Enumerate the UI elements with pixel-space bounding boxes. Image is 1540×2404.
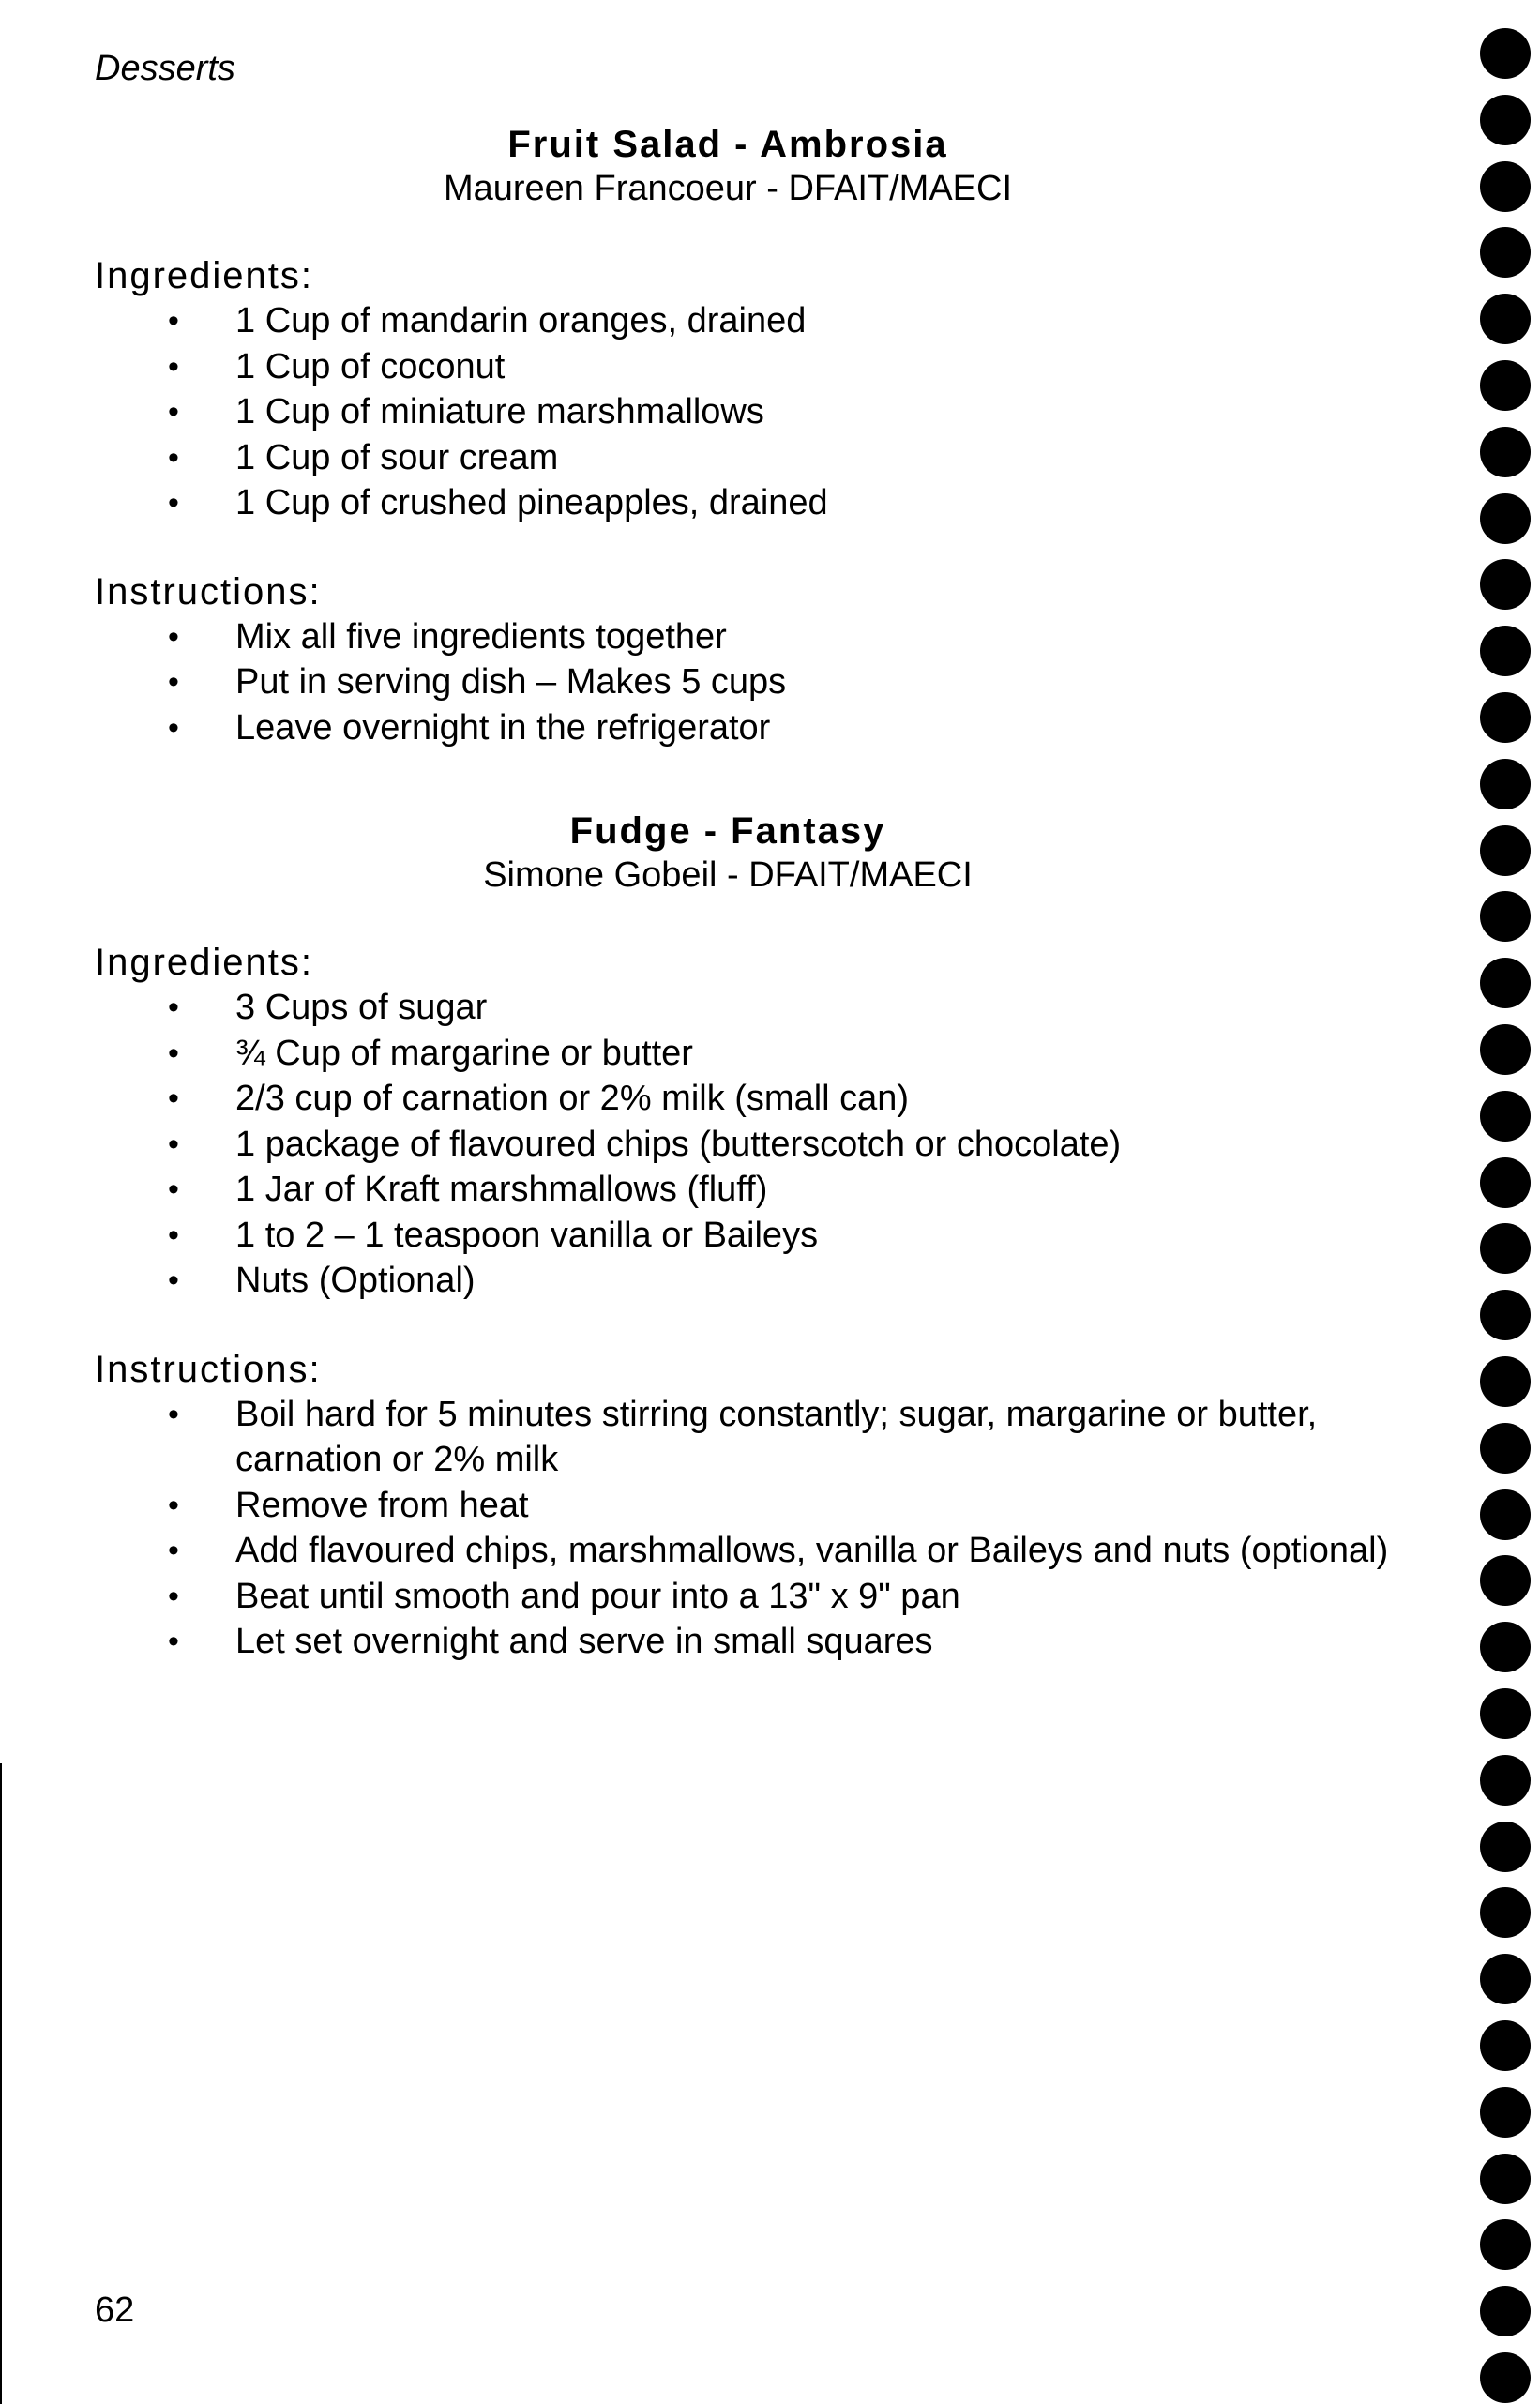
list-item [95,985,1398,1031]
recipe-title: Fudge - Fantasy [569,810,886,852]
bullet-icon: • [168,348,179,385]
ingredients-list [95,985,1333,1304]
bullet-icon: • [168,394,179,430]
list-item [95,1167,1398,1213]
list-item [95,1258,1398,1304]
binding-hole [1480,1356,1531,1407]
bullet-icon: • [168,1262,179,1298]
binding-hole [1480,161,1531,212]
bullet-icon: • [168,485,179,521]
binding-hole [1480,1091,1531,1142]
list-item [95,1392,1398,1483]
list-item [95,298,1398,344]
list-item [95,435,1398,481]
binding-hole [1480,759,1531,809]
spiral-binding [1480,19,1536,2401]
bullet-icon: • [168,1533,179,1568]
instructions-list [95,614,1333,751]
list-item [95,659,1398,705]
page-number: 62 [95,2291,135,2330]
binding-hole [1480,559,1531,610]
binding-hole [1480,427,1531,477]
binding-hole [1480,825,1531,876]
binding-hole [1480,2020,1531,2071]
recipe-author: Maureen Francoeur - DFAIT/MAECI [443,169,1013,208]
list-item [95,389,1398,435]
binding-hole [1480,1622,1531,1672]
binding-hole [1480,28,1531,79]
recipe-fudge [95,809,1389,1665]
binding-hole [1480,958,1531,1008]
ingredient-text: 3 Cups of sugar [235,988,488,1027]
list-item [95,1213,1398,1259]
instructions-list [95,1392,1389,1665]
instruction-text: Boil hard for 5 minutes stirring constantly; sugar, margarine or butter, carnation or 2% milk [235,1394,1318,1479]
instruction-text: Remove from heat [235,1485,529,1525]
bullet-icon: • [168,303,179,339]
binding-hole [1480,2219,1531,2270]
bullet-icon: • [168,1624,179,1659]
binding-hole [1480,1489,1531,1540]
bullet-icon: • [168,1217,179,1253]
binding-hole [1480,2286,1531,2336]
recipe-author: Simone Gobeil - DFAIT/MAECI [483,855,973,895]
bullet-icon: • [168,1487,179,1523]
binding-hole [1480,493,1531,544]
binding-hole [1480,95,1531,145]
ingredients-heading: Ingredients: [95,255,314,296]
scan-edge-line [0,1763,2,2404]
binding-hole [1480,1290,1531,1340]
ingredient-text: ¾ Cup of margarine or butter [235,1033,693,1073]
list-item [95,344,1398,390]
list-item [95,480,1398,526]
binding-hole [1480,1954,1531,2004]
list-item [95,1574,1398,1620]
ingredient-text: Nuts (Optional) [235,1261,476,1300]
list-item [95,1619,1398,1665]
binding-hole [1480,1555,1531,1606]
bullet-icon: • [168,1172,179,1207]
ingredient-text: 1 Cup of coconut [235,346,506,386]
bullet-icon: • [168,1081,179,1116]
binding-hole [1480,360,1531,411]
list-item [95,705,1398,751]
binding-hole [1480,294,1531,344]
instruction-text: Let set overnight and serve in small squares [235,1622,933,1661]
binding-hole [1480,1688,1531,1739]
section-header: Desserts [95,49,235,88]
binding-hole [1480,891,1531,942]
instruction-text: Add flavoured chips, marshmallows, vanilla or Baileys and nuts (optional) [235,1531,1389,1570]
binding-hole [1480,227,1531,278]
binding-hole [1480,1223,1531,1274]
ingredients-heading: Ingredients: [95,942,314,983]
bullet-icon: • [168,1396,179,1432]
binding-hole [1480,1755,1531,1806]
list-item [95,1076,1398,1122]
recipe-fruit-salad [95,122,1333,750]
binding-hole [1480,1024,1531,1075]
binding-hole [1480,626,1531,676]
ingredient-text: 2/3 cup of carnation or 2% milk (small can) [235,1079,910,1118]
binding-hole [1480,692,1531,743]
instructions-heading: Instructions: [95,570,322,612]
instruction-text: Mix all five ingredients together [235,616,727,657]
ingredient-text: 1 Cup of miniature marshmallows [235,392,764,431]
list-item [95,614,1398,660]
bullet-icon: • [168,709,179,746]
ingredient-text: 1 Jar of Kraft marshmallows (fluff) [235,1170,768,1209]
ingredients-list [95,298,1333,526]
list-item [95,1528,1398,1574]
bullet-icon: • [168,439,179,476]
list-item [95,1122,1398,1168]
bullet-icon: • [168,1035,179,1071]
binding-hole [1480,1423,1531,1474]
binding-hole [1480,2087,1531,2138]
list-item [95,1031,1398,1077]
ingredient-text: 1 Cup of crushed pineapples, drained [235,483,828,522]
ingredient-text: 1 Cup of sour cream [235,437,559,477]
instructions-heading: Instructions: [95,1348,322,1390]
ingredient-text: 1 Cup of mandarin oranges, drained [235,301,807,340]
list-item [95,1483,1398,1529]
bullet-icon: • [168,1578,179,1614]
binding-hole [1480,2352,1531,2403]
instruction-text: Leave overnight in the refrigerator [235,707,771,748]
ingredient-text: 1 to 2 – 1 teaspoon vanilla or Baileys [235,1215,819,1255]
binding-hole [1480,1157,1531,1208]
ingredient-text: 1 package of flavoured chips (butterscotch or chocolate) [235,1124,1122,1164]
bullet-icon: • [168,618,179,655]
binding-hole [1480,1822,1531,1872]
bullet-icon: • [168,664,179,700]
binding-hole [1480,1887,1531,1938]
instruction-text: Beat until smooth and pour into a 13" x 9" pan [235,1576,960,1616]
recipe-title: Fruit Salad - Ambrosia [507,124,948,165]
bullet-icon: • [168,1126,179,1162]
bullet-icon: • [168,990,179,1025]
instruction-text: Put in serving dish – Makes 5 cups [235,662,787,702]
binding-hole [1480,2154,1531,2204]
